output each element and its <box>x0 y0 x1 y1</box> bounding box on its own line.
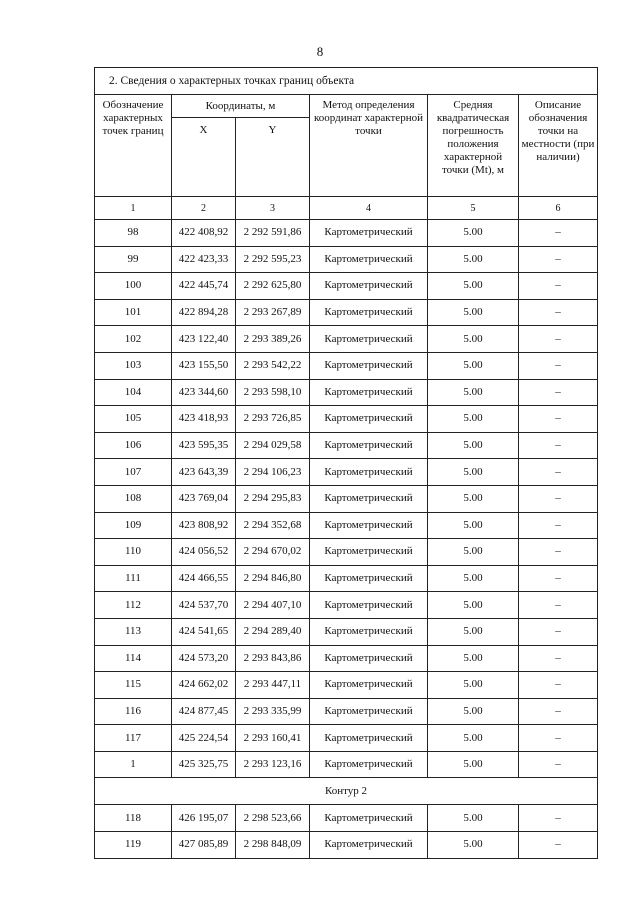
description-cell: – <box>519 751 598 778</box>
header-y: Y <box>236 118 310 197</box>
method-cell: Картометрический <box>310 725 428 752</box>
coord-y-cell: 2 293 843,86 <box>236 645 310 672</box>
point-id-cell: 117 <box>95 725 172 752</box>
coord-y-cell: 2 294 106,23 <box>236 459 310 486</box>
method-cell: Картометрический <box>310 299 428 326</box>
table-row <box>95 672 598 699</box>
coord-y-cell: 2 298 523,66 <box>236 805 310 832</box>
table-row <box>95 725 598 752</box>
description-cell: – <box>519 539 598 566</box>
table-row <box>95 352 598 379</box>
method-cell: Картометрический <box>310 459 428 486</box>
method-cell: Картометрический <box>310 485 428 512</box>
method-cell: Картометрический <box>310 618 428 645</box>
coord-y-cell: 2 294 846,80 <box>236 565 310 592</box>
accuracy-cell: 5.00 <box>428 379 519 406</box>
table-row <box>95 459 598 486</box>
coord-x-cell: 423 155,50 <box>172 352 236 379</box>
header-accuracy: Средняя квадратическая погрешность положения характерной точки (Mt), м <box>428 95 519 197</box>
coord-x-cell: 422 408,92 <box>172 220 236 247</box>
boundary-points-table <box>94 67 598 859</box>
column-number-row <box>95 197 598 220</box>
description-cell: – <box>519 406 598 433</box>
column-number: 3 <box>236 197 310 220</box>
coord-y-cell: 2 294 289,40 <box>236 618 310 645</box>
method-cell: Картометрический <box>310 539 428 566</box>
description-cell: – <box>519 645 598 672</box>
accuracy-cell: 5.00 <box>428 432 519 459</box>
coord-y-cell: 2 293 123,16 <box>236 751 310 778</box>
method-cell: Картометрический <box>310 326 428 353</box>
method-cell: Картометрический <box>310 273 428 300</box>
accuracy-cell: 5.00 <box>428 220 519 247</box>
coord-x-cell: 422 894,28 <box>172 299 236 326</box>
table-row <box>95 805 598 832</box>
description-cell: – <box>519 832 598 859</box>
accuracy-cell: 5.00 <box>428 592 519 619</box>
point-id-cell: 108 <box>95 485 172 512</box>
table-row <box>95 512 598 539</box>
coord-x-cell: 425 325,75 <box>172 751 236 778</box>
point-id-cell: 104 <box>95 379 172 406</box>
method-cell: Картометрический <box>310 379 428 406</box>
coord-y-cell: 2 292 591,86 <box>236 220 310 247</box>
point-id-cell: 102 <box>95 326 172 353</box>
description-cell: – <box>519 512 598 539</box>
section-title: 2. Сведения о характерных точках границ объекта <box>95 68 598 95</box>
point-id-cell: 100 <box>95 273 172 300</box>
description-cell: – <box>519 459 598 486</box>
table-row <box>95 618 598 645</box>
point-id-cell: 99 <box>95 246 172 273</box>
accuracy-cell: 5.00 <box>428 832 519 859</box>
description-cell: – <box>519 565 598 592</box>
table-row <box>95 832 598 859</box>
coord-x-cell: 426 195,07 <box>172 805 236 832</box>
accuracy-cell: 5.00 <box>428 299 519 326</box>
coord-y-cell: 2 293 542,22 <box>236 352 310 379</box>
description-cell: – <box>519 273 598 300</box>
point-id-cell: 101 <box>95 299 172 326</box>
description-cell: – <box>519 379 598 406</box>
page-number: 8 <box>316 44 324 59</box>
header-description: Описание обозначения точки на местности (при наличии) <box>519 95 598 197</box>
coord-x-cell: 424 573,20 <box>172 645 236 672</box>
point-id-cell: 111 <box>95 565 172 592</box>
coord-x-cell: 424 466,55 <box>172 565 236 592</box>
coord-y-cell: 2 298 848,09 <box>236 832 310 859</box>
coord-x-cell: 422 423,33 <box>172 246 236 273</box>
accuracy-cell: 5.00 <box>428 725 519 752</box>
coord-y-cell: 2 294 295,83 <box>236 485 310 512</box>
accuracy-cell: 5.00 <box>428 485 519 512</box>
column-number: 4 <box>310 197 428 220</box>
accuracy-cell: 5.00 <box>428 645 519 672</box>
point-id-cell: 115 <box>95 672 172 699</box>
accuracy-cell: 5.00 <box>428 273 519 300</box>
table-row <box>95 698 598 725</box>
coord-y-cell: 2 293 160,41 <box>236 725 310 752</box>
coord-x-cell: 424 662,02 <box>172 672 236 699</box>
accuracy-cell: 5.00 <box>428 698 519 725</box>
method-cell: Картометрический <box>310 805 428 832</box>
coord-y-cell: 2 292 595,23 <box>236 246 310 273</box>
table-row <box>95 485 598 512</box>
point-id-cell: 110 <box>95 539 172 566</box>
coord-y-cell: 2 294 407,10 <box>236 592 310 619</box>
description-cell: – <box>519 352 598 379</box>
description-cell: – <box>519 618 598 645</box>
description-cell: – <box>519 672 598 699</box>
coord-x-cell: 423 344,60 <box>172 379 236 406</box>
header-coordinates: Координаты, м <box>172 95 310 118</box>
accuracy-cell: 5.00 <box>428 618 519 645</box>
contour-row <box>95 778 598 805</box>
table-row <box>95 645 598 672</box>
description-cell: – <box>519 725 598 752</box>
method-cell: Картометрический <box>310 672 428 699</box>
description-cell: – <box>519 485 598 512</box>
point-id-cell: 1 <box>95 751 172 778</box>
description-cell: – <box>519 326 598 353</box>
table-row <box>95 379 598 406</box>
point-id-cell: 112 <box>95 592 172 619</box>
coord-x-cell: 423 418,93 <box>172 406 236 433</box>
table-row <box>95 326 598 353</box>
method-cell: Картометрический <box>310 645 428 672</box>
accuracy-cell: 5.00 <box>428 352 519 379</box>
coord-y-cell: 2 294 670,02 <box>236 539 310 566</box>
coord-x-cell: 424 541,65 <box>172 618 236 645</box>
coord-x-cell: 425 224,54 <box>172 725 236 752</box>
method-cell: Картометрический <box>310 406 428 433</box>
point-id-cell: 107 <box>95 459 172 486</box>
header-x: X <box>172 118 236 197</box>
section-title-row <box>95 68 598 95</box>
coord-y-cell: 2 293 598,10 <box>236 379 310 406</box>
point-id-cell: 109 <box>95 512 172 539</box>
accuracy-cell: 5.00 <box>428 672 519 699</box>
description-cell: – <box>519 698 598 725</box>
table-row <box>95 751 598 778</box>
header-method: Метод определения координат характерной точки <box>310 95 428 197</box>
column-number: 2 <box>172 197 236 220</box>
coord-x-cell: 424 056,52 <box>172 539 236 566</box>
coord-y-cell: 2 294 352,68 <box>236 512 310 539</box>
table-row <box>95 406 598 433</box>
coord-y-cell: 2 293 726,85 <box>236 406 310 433</box>
point-id-cell: 113 <box>95 618 172 645</box>
method-cell: Картометрический <box>310 220 428 247</box>
accuracy-cell: 5.00 <box>428 539 519 566</box>
table-row <box>95 432 598 459</box>
method-cell: Картометрический <box>310 832 428 859</box>
contour-label: Контур 2 <box>95 778 598 805</box>
coord-y-cell: 2 293 389,26 <box>236 326 310 353</box>
accuracy-cell: 5.00 <box>428 246 519 273</box>
point-id-cell: 105 <box>95 406 172 433</box>
table-row <box>95 220 598 247</box>
accuracy-cell: 5.00 <box>428 406 519 433</box>
header-row-1 <box>95 95 598 118</box>
coord-y-cell: 2 293 335,99 <box>236 698 310 725</box>
point-id-cell: 98 <box>95 220 172 247</box>
coord-x-cell: 427 085,89 <box>172 832 236 859</box>
coord-x-cell: 423 769,04 <box>172 485 236 512</box>
header-designation: Обозначение характерных точек границ <box>95 95 172 197</box>
accuracy-cell: 5.00 <box>428 512 519 539</box>
table-row <box>95 246 598 273</box>
table-row <box>95 273 598 300</box>
point-id-cell: 119 <box>95 832 172 859</box>
table-row <box>95 565 598 592</box>
accuracy-cell: 5.00 <box>428 326 519 353</box>
description-cell: – <box>519 299 598 326</box>
point-id-cell: 114 <box>95 645 172 672</box>
column-number: 6 <box>519 197 598 220</box>
accuracy-cell: 5.00 <box>428 459 519 486</box>
column-number: 1 <box>95 197 172 220</box>
method-cell: Картометрический <box>310 698 428 725</box>
point-id-cell: 103 <box>95 352 172 379</box>
coord-y-cell: 2 294 029,58 <box>236 432 310 459</box>
table-row <box>95 592 598 619</box>
method-cell: Картометрический <box>310 565 428 592</box>
point-id-cell: 118 <box>95 805 172 832</box>
accuracy-cell: 5.00 <box>428 805 519 832</box>
accuracy-cell: 5.00 <box>428 751 519 778</box>
description-cell: – <box>519 592 598 619</box>
description-cell: – <box>519 805 598 832</box>
coord-x-cell: 423 643,39 <box>172 459 236 486</box>
coord-y-cell: 2 292 625,80 <box>236 273 310 300</box>
description-cell: – <box>519 432 598 459</box>
method-cell: Картометрический <box>310 512 428 539</box>
description-cell: – <box>519 246 598 273</box>
method-cell: Картометрический <box>310 352 428 379</box>
column-number: 5 <box>428 197 519 220</box>
coord-x-cell: 424 537,70 <box>172 592 236 619</box>
method-cell: Картометрический <box>310 592 428 619</box>
coord-x-cell: 423 808,92 <box>172 512 236 539</box>
table-row <box>95 299 598 326</box>
method-cell: Картометрический <box>310 432 428 459</box>
coord-x-cell: 422 445,74 <box>172 273 236 300</box>
coord-y-cell: 2 293 447,11 <box>236 672 310 699</box>
method-cell: Картометрический <box>310 246 428 273</box>
coord-x-cell: 424 877,45 <box>172 698 236 725</box>
coord-y-cell: 2 293 267,89 <box>236 299 310 326</box>
coord-x-cell: 423 595,35 <box>172 432 236 459</box>
table-row <box>95 539 598 566</box>
description-cell: – <box>519 220 598 247</box>
point-id-cell: 116 <box>95 698 172 725</box>
coord-x-cell: 423 122,40 <box>172 326 236 353</box>
method-cell: Картометрический <box>310 751 428 778</box>
accuracy-cell: 5.00 <box>428 565 519 592</box>
point-id-cell: 106 <box>95 432 172 459</box>
